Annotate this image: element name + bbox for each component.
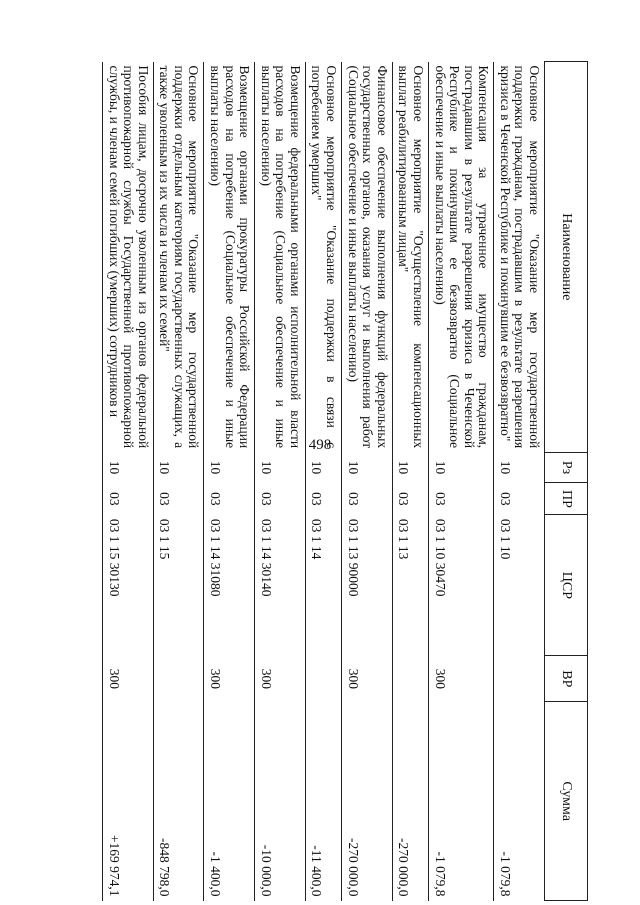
- row-csr: 03 1 13: [392, 515, 428, 656]
- row-sum: -10 000,0: [255, 702, 306, 901]
- row-sum: -270 000,0: [342, 702, 393, 901]
- row-vr: 300: [102, 656, 153, 702]
- row-sum: -270 000,0: [392, 702, 428, 901]
- row-pr: 03: [392, 483, 428, 515]
- header-csr: ЦСР: [545, 515, 588, 656]
- row-vr: 300: [255, 656, 306, 702]
- row-csr: 03 1 14 30140: [255, 515, 306, 656]
- row-pr: 03: [204, 483, 255, 515]
- row-rz: 10: [102, 452, 153, 483]
- row-vr: 300: [428, 656, 493, 702]
- row-name: Пособия лицам, досрочно уволенным из органов федеральной противопожарной службы Государственной противопожарной службы, и членам семей погибших (умерших) сотрудников и: [102, 62, 153, 453]
- row-name: Возмещение органами прокуратуры Российской Федерации расходов на погребение (Социальное обеспечение и иные выплаты населению): [204, 62, 255, 453]
- row-name: Основное мероприятие "Осуществление компенсационных выплат реабилитированным лицам": [392, 62, 428, 453]
- row-sum: -11 400,0: [305, 702, 341, 901]
- row-rz: 10: [204, 452, 255, 483]
- row-pr: 03: [255, 483, 306, 515]
- row-vr: [153, 656, 204, 702]
- row-pr: 03: [494, 483, 545, 515]
- row-pr: 03: [428, 483, 493, 515]
- row-name: Основное мероприятие "Оказание поддержки в связи с погребением умерших": [305, 62, 341, 453]
- table-row: [255, 62, 306, 901]
- row-sum: +169 974,1: [102, 702, 153, 901]
- header-name: Наименование: [545, 62, 588, 453]
- row-name: Основное мероприятие "Оказание мер государственной поддержки гражданам, пострадавшим в результате разрешения кризиса в Чеченской Республике и покинувшим ее безвозвратно": [494, 62, 545, 453]
- row-rz: 10: [255, 452, 306, 483]
- table-row: [428, 62, 493, 901]
- row-vr: 300: [204, 656, 255, 702]
- rotated-table-container: [58, 61, 588, 901]
- row-csr: 03 1 10: [494, 515, 545, 656]
- row-vr: [392, 656, 428, 702]
- row-csr: 03 1 14: [305, 515, 341, 656]
- header-pr: ПР: [545, 483, 588, 515]
- table-row: [204, 62, 255, 901]
- row-csr: 03 1 13 90000: [342, 515, 393, 656]
- row-pr: 03: [305, 483, 341, 515]
- table-row: [342, 62, 393, 901]
- table-header-row: [545, 62, 588, 901]
- row-pr: 03: [102, 483, 153, 515]
- row-name: Компенсация за утраченное имущество гражданам, пострадавшим в результате разрешения кризиса в Чеченской Республике и покинувшим ее безвозвратно (Социальное обеспечение и иные выплаты населению): [428, 62, 493, 453]
- row-name: Основное мероприятие "Оказание мер государственной поддержки отдельным категориям государственных служащих, а также уволенным из их числа и членам их семей": [153, 62, 204, 453]
- row-rz: 10: [342, 452, 393, 483]
- row-rz: 10: [305, 452, 341, 483]
- row-csr: 03 1 15 30130: [102, 515, 153, 656]
- row-sum: -1 079,8: [494, 702, 545, 901]
- row-sum: -1 400,0: [204, 702, 255, 901]
- row-csr: 03 1 14 31080: [204, 515, 255, 656]
- row-rz: 10: [428, 452, 493, 483]
- header-vr: ВР: [545, 656, 588, 702]
- row-sum: -848 798,0: [153, 702, 204, 901]
- row-vr: 300: [342, 656, 393, 702]
- table-row: [305, 62, 341, 901]
- header-sum: Сумма: [545, 702, 588, 901]
- row-name: Возмещение федеральными органами исполнительной власти расходов на погребение (Социальное обеспечение и иные выплаты населению): [255, 62, 306, 453]
- row-vr: [305, 656, 341, 702]
- table-row: [153, 62, 204, 901]
- page-number: 498: [308, 437, 332, 453]
- row-rz: 10: [392, 452, 428, 483]
- row-sum: -1 079,8: [428, 702, 493, 901]
- row-pr: 03: [342, 483, 393, 515]
- table-row: [494, 62, 545, 901]
- table-row: [102, 62, 153, 901]
- row-rz: 10: [494, 452, 545, 483]
- row-pr: 03: [153, 483, 204, 515]
- budget-table: [102, 61, 588, 901]
- table-row: [392, 62, 428, 901]
- row-name: Финансовое обеспечение выполнения функций федеральных государственных органов, оказания услуг и выполнения работ (Социальное обеспечение и иные выплаты населению): [342, 62, 393, 453]
- row-csr: 03 1 15: [153, 515, 204, 656]
- row-rz: 10: [153, 452, 204, 483]
- row-vr: [494, 656, 545, 702]
- row-csr: 03 1 10 30470: [428, 515, 493, 656]
- header-rz: Рз: [545, 452, 588, 483]
